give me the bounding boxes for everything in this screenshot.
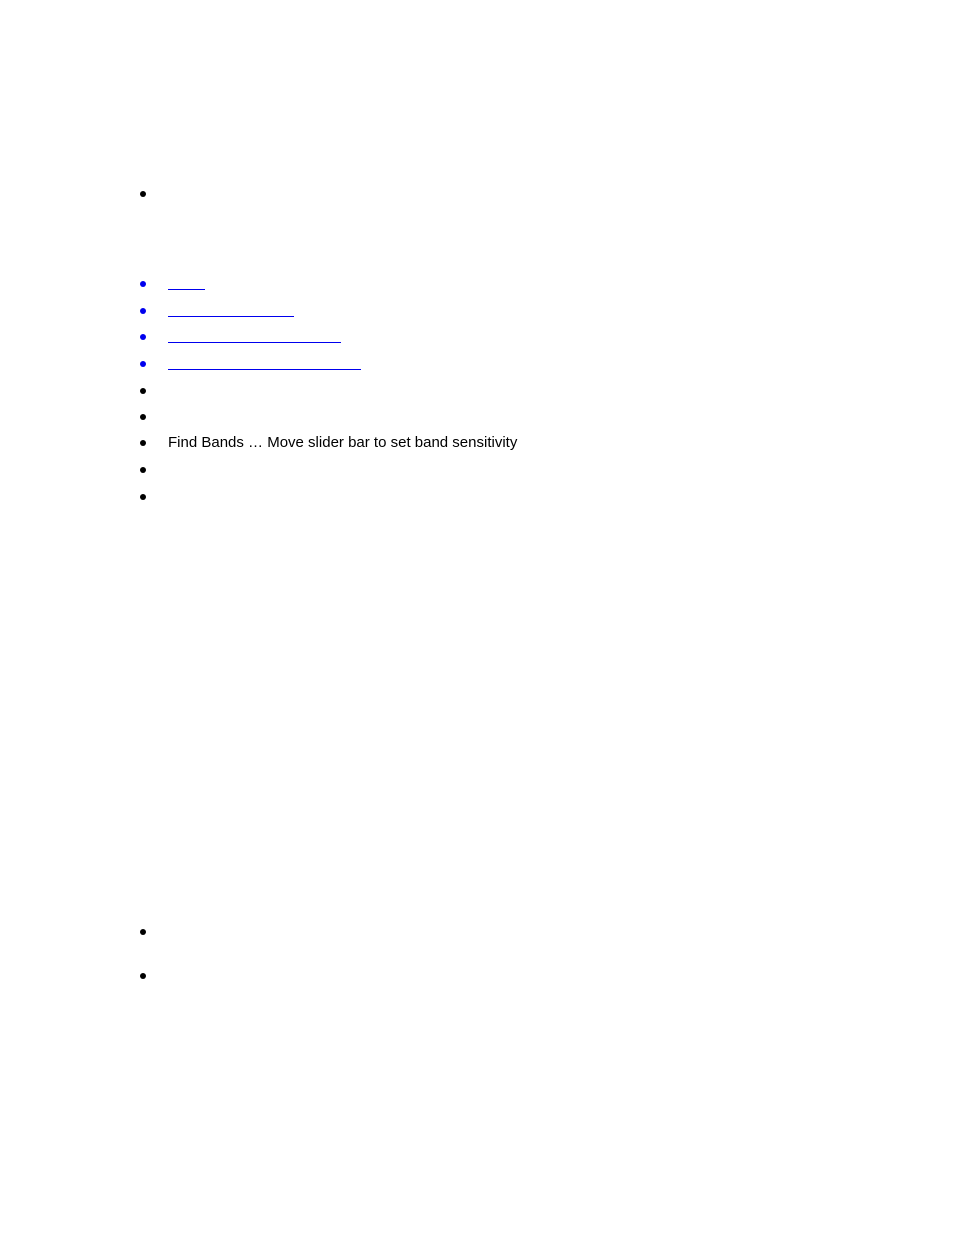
link-list-item[interactable] — [140, 301, 294, 321]
bullet-icon — [140, 334, 146, 340]
bullet-icon — [140, 929, 146, 935]
bullet-icon — [140, 281, 146, 287]
bullet-icon — [140, 467, 146, 473]
bullet-icon — [140, 191, 146, 197]
link-list-item[interactable] — [140, 327, 341, 347]
list-item — [140, 966, 168, 986]
list-item — [140, 433, 517, 453]
hyperlink[interactable] — [168, 316, 294, 317]
list-item — [140, 460, 168, 480]
list-item — [140, 407, 168, 427]
hyperlink[interactable] — [168, 342, 341, 343]
bullet-icon — [140, 308, 146, 314]
bullet-icon — [140, 973, 146, 979]
bullet-icon — [140, 388, 146, 394]
bullet-icon — [140, 414, 146, 420]
list-item — [140, 184, 168, 204]
list-item — [140, 922, 168, 942]
bullet-icon — [140, 440, 146, 446]
link-list-item[interactable] — [140, 274, 205, 294]
bullet-icon — [140, 361, 146, 367]
hyperlink[interactable] — [168, 369, 361, 370]
hyperlink[interactable] — [168, 289, 205, 290]
bullet-icon — [140, 494, 146, 500]
list-item — [140, 487, 168, 507]
link-list-item[interactable] — [140, 354, 361, 374]
list-item — [140, 381, 168, 401]
list-item-text: Find Bands … Move slider bar to set band sensitivity — [168, 434, 518, 451]
